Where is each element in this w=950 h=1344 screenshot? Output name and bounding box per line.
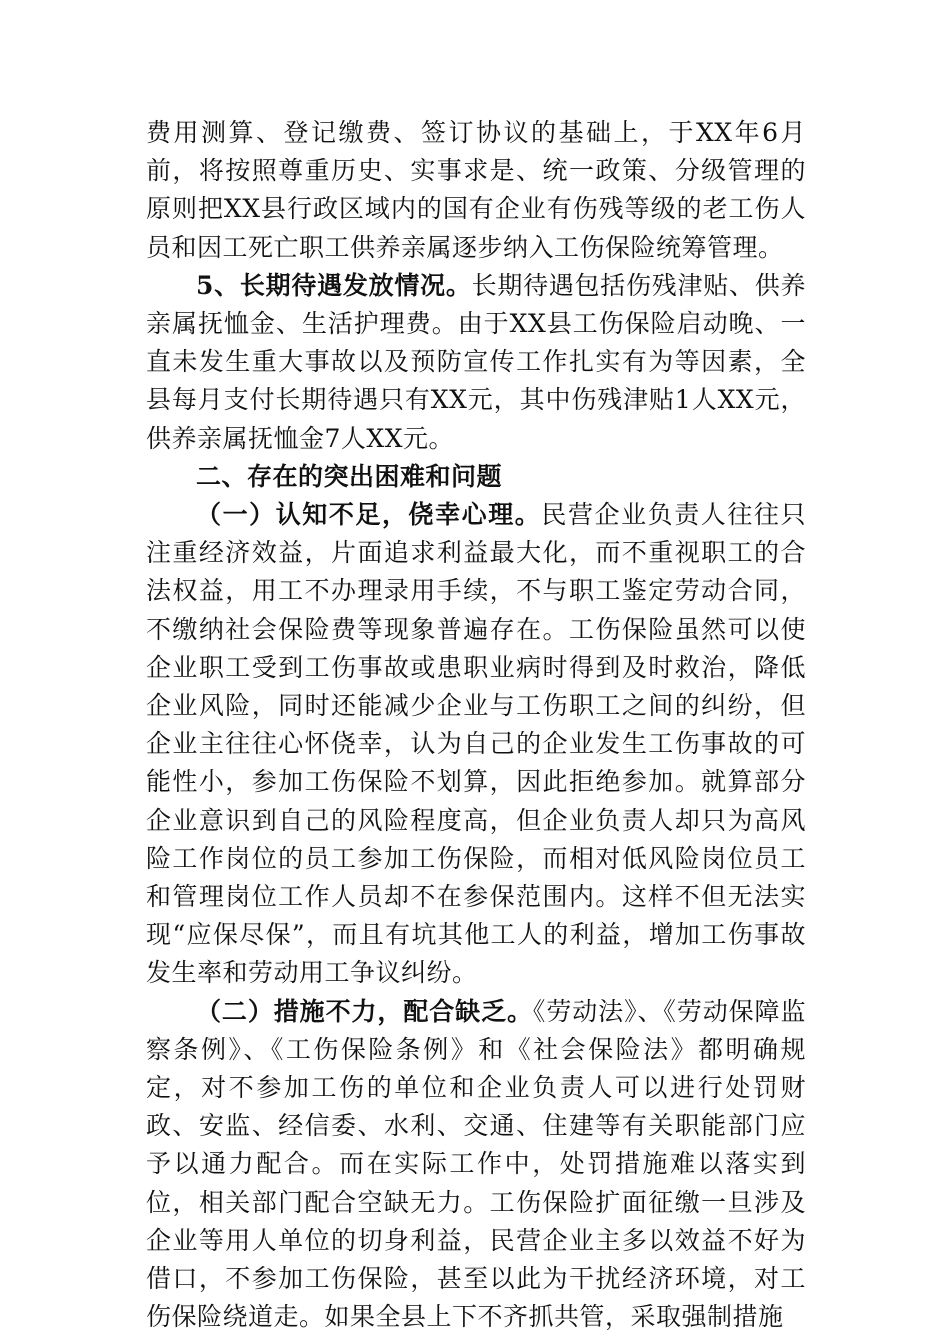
paragraph-long-term-benefits xyxy=(146,267,806,458)
document-body xyxy=(146,114,806,1337)
section-heading-text: 二、存在的突出困难和问题 xyxy=(196,461,503,491)
paragraph-lead: （一）认知不足，侥幸心理。 xyxy=(196,500,542,530)
section-heading xyxy=(146,458,806,496)
paragraph-text: 长期待遇包括伤残津贴、供养亲属抚恤金、生活护理费。由于XX县工伤保险启动晚、一直未发生重大事故以及预防宣传工作扎实有为等因素，全县每月支付长期待遇只有XX元，其中伤残津贴1人XX元，供养亲属抚恤金7人XX元。 xyxy=(146,270,806,453)
paragraph-measures xyxy=(146,993,806,1337)
paragraph-text: 费用测算、登记缴费、签订协议的基础上，于XX年6月前，将按照尊重历史、实事求是、统一政策、分级管理的原则把XX县行政区域内的国有企业有伤残等级的老工伤人员和因工死亡职工供养亲属逐步纳入工伤保险统筹管理。 xyxy=(146,118,806,262)
paragraph-lead: 5、长期待遇发放情况。 xyxy=(196,270,472,300)
paragraph-text: 《劳动法》、《劳动保障监察条例》、《工伤保险条例》和《社会保险法》都明确规定，对不参加工伤的单位和企业负责人可以进行处罚财政、安监、经信委、水利、交通、住建等有关职能部门应予以通力配合。而在实际工作中，处罚措施难以落实到位，相关部门配合空缺无力。工伤保险扩面征缴一旦涉及企业等用人单位的切身利益，民营企业主多以效益不好为借口，不参加工伤保险，甚至以此为干扰经济环境，对工伤保险绕道走。如果全县上下不齐抓共管，采取强制措施 xyxy=(146,996,806,1332)
paragraph-lead: （二）措施不力，配合缺乏。 xyxy=(196,996,533,1026)
paragraph-text: 民营企业负责人往往只注重经济效益，片面追求利益最大化，而不重视职工的合法权益，用工不办理录用手续，不与职工鉴定劳动合同，不缴纳社会保险费等现象普遍存在。工伤保险虽然可以使企业职工受到工伤事故或患职业病时得到及时救治，降低企业风险，同时还能减少企业与工伤职工之间的纠纷，但企业主往往心怀侥幸，认为自己的企业发生工伤事故的可能性小，参加工伤保险不划算，因此拒绝参加。就算部分企业意识到自己的风险程度高，但企业负责人却只为高风险工作岗位的员工参加工伤保险，而相对低风险岗位员工和管理岗位工作人员却不在参保范围内。这样不但无法实现“应保尽保”，而且有坑其他工人的利益，增加工伤事故发生率和劳动用工争议纠纷。 xyxy=(146,500,806,988)
paragraph-continuation xyxy=(146,114,806,267)
paragraph-awareness xyxy=(146,496,806,993)
